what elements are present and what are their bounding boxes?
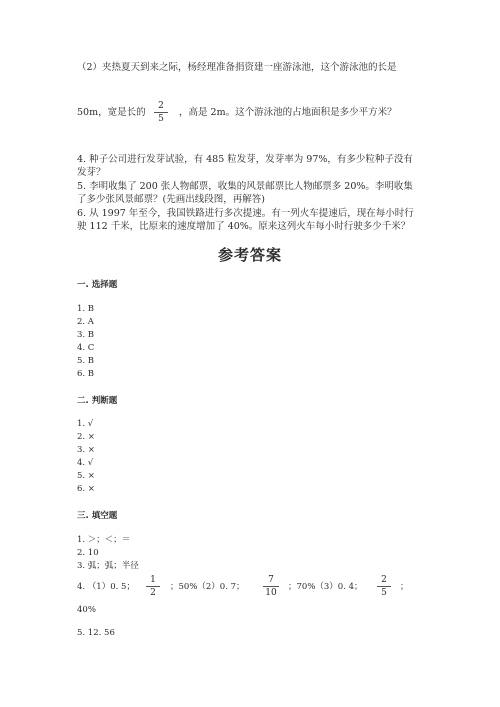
fill-answer-4e: 40% — [77, 605, 96, 615]
choice-answer: 4. C — [77, 343, 95, 353]
fill-answer-4b: ；50%（2）0. 7； — [170, 582, 245, 592]
fraction-numerator: 7 — [263, 575, 279, 587]
choice-answer: 3. B — [77, 330, 95, 340]
judge-answer: 6. × — [77, 484, 95, 494]
section-fill-title: 三. 填空题 — [77, 511, 118, 521]
problem-4-line-1: 4. 种子公司进行发芽试验，有 485 粒发芽，发芽率为 97%，有多少粒种子没有 — [77, 154, 413, 165]
fill-answer-4a: 4. （1）0. 5； — [77, 582, 135, 592]
choice-answer: 2. A — [77, 317, 94, 327]
judge-answer: 4. √ — [77, 458, 94, 468]
fill-answer-1: 1. ＞；＜；＝ — [77, 535, 131, 545]
problem-2-line-2a: 50m，宽是长的 — [77, 107, 146, 118]
judge-answer: 1. √ — [77, 419, 94, 429]
answer-title: 参考答案 — [217, 246, 282, 264]
fraction-denominator: 10 — [265, 588, 277, 598]
fraction-denominator: 2 — [150, 588, 156, 598]
fraction-numerator: 1 — [146, 575, 160, 587]
problem-4-line-2: 发芽？ — [77, 167, 106, 178]
problem-2-line-2b: ，高是 2m。这个游泳池的占地面积是多少平方米？ — [179, 107, 397, 118]
fill-answer-5: 5. 12. 56 — [77, 628, 115, 638]
judge-answer: 3. × — [77, 445, 95, 455]
fill-answer-4c: ；70%（3）0. 4； — [288, 582, 363, 592]
fraction-one-half — [146, 575, 160, 598]
fraction-seven-tenths — [263, 575, 279, 598]
problem-5-line-1: 5. 李明收集了 200 张人物邮票，收集的风景邮票比人物邮票多 20%。李明收集 — [77, 181, 413, 192]
judge-answer: 2. × — [77, 432, 95, 442]
fill-answer-2: 2. 10 — [77, 548, 99, 558]
problem-5-line-2: 了多少张风景邮票？(先画出线段图，再解答) — [77, 194, 265, 205]
fill-answer-4d: ； — [400, 582, 409, 592]
fraction-numerator: 2 — [154, 101, 168, 113]
fraction-numerator: 2 — [377, 575, 391, 587]
section-choice-title: 一. 选择题 — [77, 280, 118, 290]
problem-2-line-1: （2）夹热夏天到来之际，杨经理准备捐资建一座游泳池，这个游泳池的长是 — [77, 62, 397, 73]
choice-answer: 5. B — [77, 356, 95, 366]
choice-answer: 6. B — [77, 369, 95, 379]
fraction-denominator: 5 — [158, 114, 164, 124]
judge-answer: 5. × — [77, 471, 95, 481]
problem-6-line-2: 驶 112 千米，比原来的速度增加了 40%。原来这列火车每小时行驶多少千米？ — [77, 221, 411, 232]
fill-answer-3: 3. 弧；弧；半径 — [77, 561, 139, 571]
choice-answer: 1. B — [77, 304, 95, 314]
fraction-two-fifths-answer — [377, 575, 391, 598]
problem-6-line-1: 6. 从 1997 年至今，我国铁路进行多次提速。有一列火车提速后，现在每小时行 — [77, 208, 414, 219]
fraction-denominator: 5 — [381, 588, 387, 598]
fraction-two-fifths — [154, 101, 168, 124]
section-judge-title: 二. 判断题 — [77, 396, 118, 406]
